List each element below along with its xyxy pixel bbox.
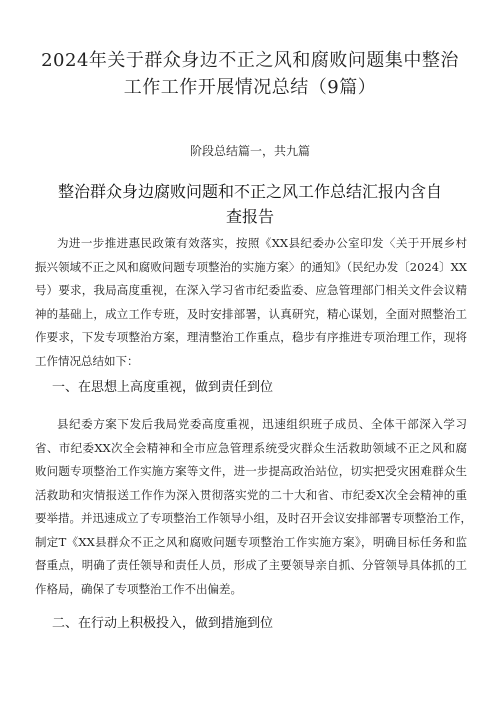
document-title [20, 47, 480, 101]
intro-line-1: 为进一步推进惠民政策有效落实，按照《XX县纪委办公室印发〈关于开展乡村 [57, 236, 467, 250]
body-line-4: 活救助和灾情报送工作作为深入贯彻落实党的二十大和省、市纪委X次全会精神的重 [35, 487, 467, 502]
intro-line-5: 作要求，下发专项整治方案，理清整治工作重点，稳步有序推进专项治理工作，现将 [35, 330, 467, 344]
document-title-line-1: 2024年关于群众身边不正之风和腐败问题集中整治 [41, 50, 459, 71]
section-heading-1: 一、在思想上高度重视，做到责任到位 [52, 380, 274, 395]
body-line-7: 督重点，明确了责任领导和责任人员，形成了主要领导亲自抓、分管领导具体抓的工 [35, 558, 467, 572]
body-line-1: 县纪委方案下发后我局党委高度重视，迅速组织班子成员、全体干部深入学习 [57, 417, 467, 431]
article-title [20, 179, 480, 229]
body-line-3: 败问题专项整治工作实施方案等文件，进一步提高政治站位，切实把受灾困难群众生 [35, 464, 467, 478]
article-title-line-1: 整治群众身边腐败问题和不正之风工作总结汇报内含自 [57, 182, 442, 201]
intro-line-4: 神的基础上，成立工作专班，及时安排部署，认真研究，精心谋划，全面对照整治工 [35, 306, 467, 321]
intro-line-2: 振兴领域不正之风和腐败问题专项整治的实施方案〉的通知》（民纪办发〔2024〕XX [35, 259, 467, 274]
body-paragraph [35, 413, 472, 601]
body-line-6: 制定T《XX县群众不正之风和腐败问题专项整治工作实施方案》，明确目标任务和监 [35, 534, 467, 549]
article-title-line-2: 查报告 [225, 207, 274, 226]
document-title-line-2: 工作工作开展情况总结（9篇） [123, 77, 377, 98]
body-line-8: 作格局，确保了专项整治工作不出偏差。 [35, 581, 242, 596]
section-label: 阶段总结篇一，共九篇 [189, 144, 310, 158]
body-line-5: 要举措。并迅速成立了专项整治工作领导小组，及时召开会议安排部署专项整治工作， [35, 511, 472, 525]
body-line-2: 省、市纪委XX次全会精神和全市应急管理系统受灾群众生活救助领域不正之风和腐 [35, 440, 467, 455]
intro-paragraph [35, 232, 467, 373]
intro-line-6: 工作情况总结如下： [35, 353, 139, 368]
intro-line-3: 号）要求，我局高度重视，在深入学习省市纪委监委、应急管理部门相关文件会议精 [35, 283, 467, 297]
section-heading-2: 二、在行动上积极投入，做到措施到位 [52, 616, 274, 631]
